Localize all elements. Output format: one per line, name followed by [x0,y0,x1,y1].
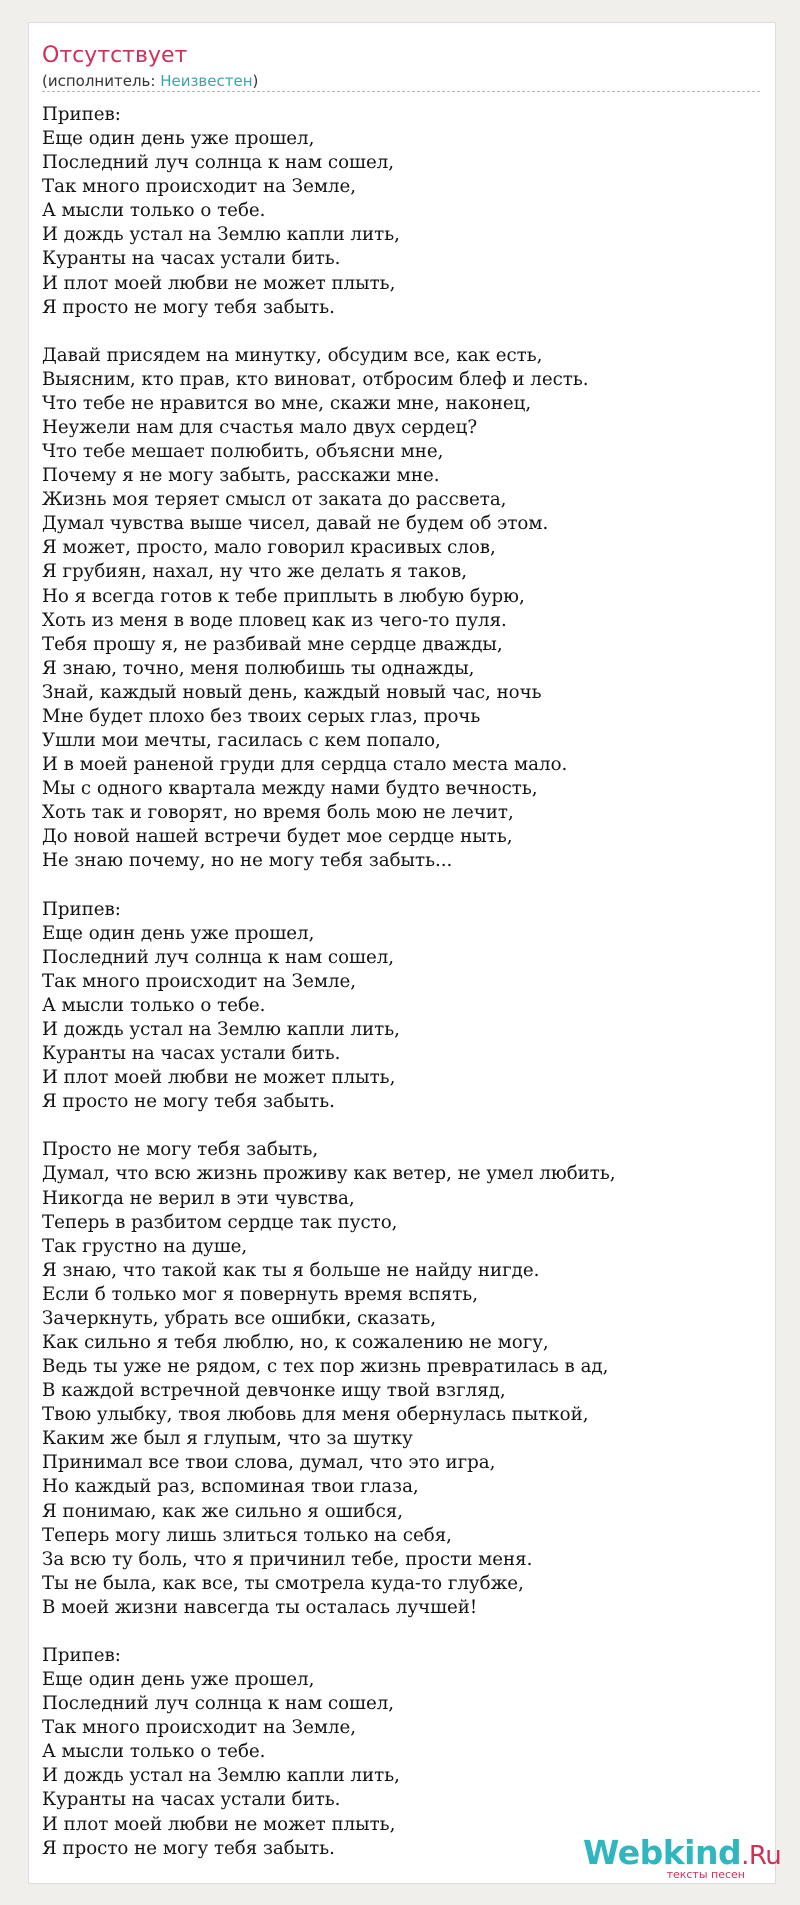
lyrics-line: Я просто не могу тебя забыть. [42,1091,335,1113]
lyrics-line: Думал, что всю жизнь проживу как ветер, не умел любить, [42,1163,616,1185]
lyrics-line: И в моей раненой груди для сердца стало места мало. [42,754,568,776]
lyrics-line: Теперь в разбитом сердце так пусто, [42,1211,398,1233]
lyrics-line: И дождь устал на Землю капли лить, [42,224,400,246]
lyrics-line: Хоть так и говорят, но время боль мою не лечит, [42,802,514,824]
lyrics-line: Куранты на часах устали бить. [42,1043,341,1065]
artist-link[interactable]: Неизвестен [160,72,253,90]
artist-prefix: (исполнитель: [42,72,161,90]
lyrics-line: За всю ту боль, что я причинил тебе, прости меня. [42,1548,533,1570]
lyrics-line: Тебя прошу я, не разбивай мне сердце дважды, [42,633,503,655]
lyrics-line: Так много происходит на Земле, [42,176,357,198]
logo-tld: .Ru [741,1841,782,1871]
site-logo[interactable] [583,1833,782,1881]
lyrics-stanza [42,103,762,320]
lyrics-line: Так много происходит на Земле, [42,970,357,992]
lyrics-line: Так много происходит на Земле, [42,1717,357,1739]
lyrics-line: Знай, каждый новый день, каждый новый час, ночь [42,681,542,703]
lyrics-line: Последний луч солнца к нам сошел, [42,1693,395,1715]
lyrics-line: В моей жизни навсегда ты осталась лучшей! [42,1596,478,1618]
logo-tagline: тексты песен [666,1868,745,1881]
lyrics-line: Куранты на часах устали бить. [42,248,341,270]
lyrics-line: Я просто не могу тебя забыть. [42,296,335,318]
lyrics-line: Еще один день уже прошел, [42,922,315,944]
lyrics-line: Но каждый раз, вспоминая твои глаза, [42,1476,419,1498]
lyrics-line: Почему я не могу забыть, расскажи мне. [42,465,440,487]
lyrics-line: Еще один день уже прошел, [42,128,315,150]
lyrics-line: Я знаю, точно, меня полюбишь ты однажды, [42,657,475,679]
lyrics-line: Так грустно на душе, [42,1235,248,1257]
lyrics-line: Давай присядем на минутку, обсудим все, как есть, [42,344,543,366]
lyrics-line: Каким же был я глупым, что за шутку [42,1428,413,1450]
lyrics-stanza [42,898,762,1115]
lyrics-line: Я грубиян, нахал, ну что же делать я таков, [42,561,468,583]
artist-line [42,71,258,91]
lyrics-line: Мы с одного квартала между нами будто вечность, [42,778,538,800]
lyrics-line: Принимал все твои слова, думал, что это игра, [42,1452,496,1474]
lyrics-line: В каждой встречной девчонке ищу твой взгляд, [42,1380,506,1402]
lyrics-line: Мне будет плохо без твоих серых глаз, прочь [42,705,481,727]
lyrics-text [42,103,762,1885]
lyrics-line: Теперь могу лишь злиться только на себя, [42,1524,452,1546]
lyrics-line: Ты не была, как все, ты смотрела куда-то глубже, [42,1572,524,1594]
lyrics-line: Жизнь моя теряет смысл от заката до рассвета, [42,489,507,511]
lyrics-line: А мысли только о тебе. [42,200,266,222]
lyrics-line: Еще один день уже прошел, [42,1669,315,1691]
lyrics-line: И плот моей любви не может плыть, [42,1813,396,1835]
lyrics-line: А мысли только о тебе. [42,994,266,1016]
lyrics-line: Неужели нам для счастья мало двух сердец? [42,417,478,439]
lyrics-line: Ушли мои мечты, гасилась с кем попало, [42,730,441,752]
song-title: Отсутствует [42,43,188,68]
lyrics-line: Что тебе мешает полюбить, объясни мне, [42,441,444,463]
lyrics-line: Куранты на часах устали бить. [42,1789,341,1811]
lyrics-line: Я понимаю, как же сильно я ошибся, [42,1500,404,1522]
lyrics-line: Ведь ты уже не рядом, с тех пор жизнь превратилась в ад, [42,1356,609,1378]
lyrics-line: Припев: [42,898,121,920]
lyrics-line: И плот моей любви не может плыть, [42,1067,396,1089]
lyrics-stanza [42,344,762,874]
lyrics-line: Твою улыбку, твоя любовь для меня обернулась пыткой, [42,1404,589,1426]
lyrics-line: Я может, просто, мало говорил красивых слов, [42,537,496,559]
lyrics-line: И дождь устал на Землю капли лить, [42,1018,400,1040]
lyrics-line: Последний луч солнца к нам сошел, [42,946,395,968]
lyrics-line: Зачеркнуть, убрать все ошибки, сказать, [42,1307,437,1329]
lyrics-line: Никогда не верил в эти чувства, [42,1187,355,1209]
lyrics-line: Что тебе не нравится во мне, скажи мне, наконец, [42,392,532,414]
lyrics-line: Я просто не могу тебя забыть. [42,1837,335,1859]
lyrics-line: Последний луч солнца к нам сошел, [42,152,395,174]
lyrics-line: И плот моей любви не может плыть, [42,272,396,294]
lyrics-line: Как сильно я тебя люблю, но, к сожалению не могу, [42,1331,549,1353]
lyrics-line: А мысли только о тебе. [42,1741,266,1763]
lyrics-line: Припев: [42,1645,121,1666]
lyrics-stanza [42,1644,762,1861]
artist-suffix: ) [252,72,259,90]
lyrics-line: Но я всегда готов к тебе приплыть в любую бурю, [42,585,525,607]
lyrics-line: До новой нашей встречи будет мое сердце ныть, [42,826,513,848]
lyrics-line: Хоть из меня в воде пловец как из чего-то пуля. [42,609,507,631]
lyrics-stanza [42,1138,762,1620]
lyrics-line: Припев: [42,104,121,125]
lyrics-line: Думал чувства выше чисел, давай не будем об этом. [42,513,549,535]
lyrics-line: Если б только мог я повернуть время вспять, [42,1283,478,1305]
lyrics-line: Выясним, кто прав, кто виноват, отбросим блеф и лесть. [42,368,589,390]
title-divider [42,91,760,92]
lyrics-line: Я знаю, что такой как ты я больше не найду нигде. [42,1259,540,1281]
lyrics-card [28,22,782,1884]
lyrics-line: Не знаю почему, но не могу тебя забыть... [42,850,453,872]
logo-name: Webkind [583,1833,742,1872]
lyrics-line: И дождь устал на Землю капли лить, [42,1765,400,1787]
lyrics-line: Просто не могу тебя забыть, [42,1139,319,1161]
